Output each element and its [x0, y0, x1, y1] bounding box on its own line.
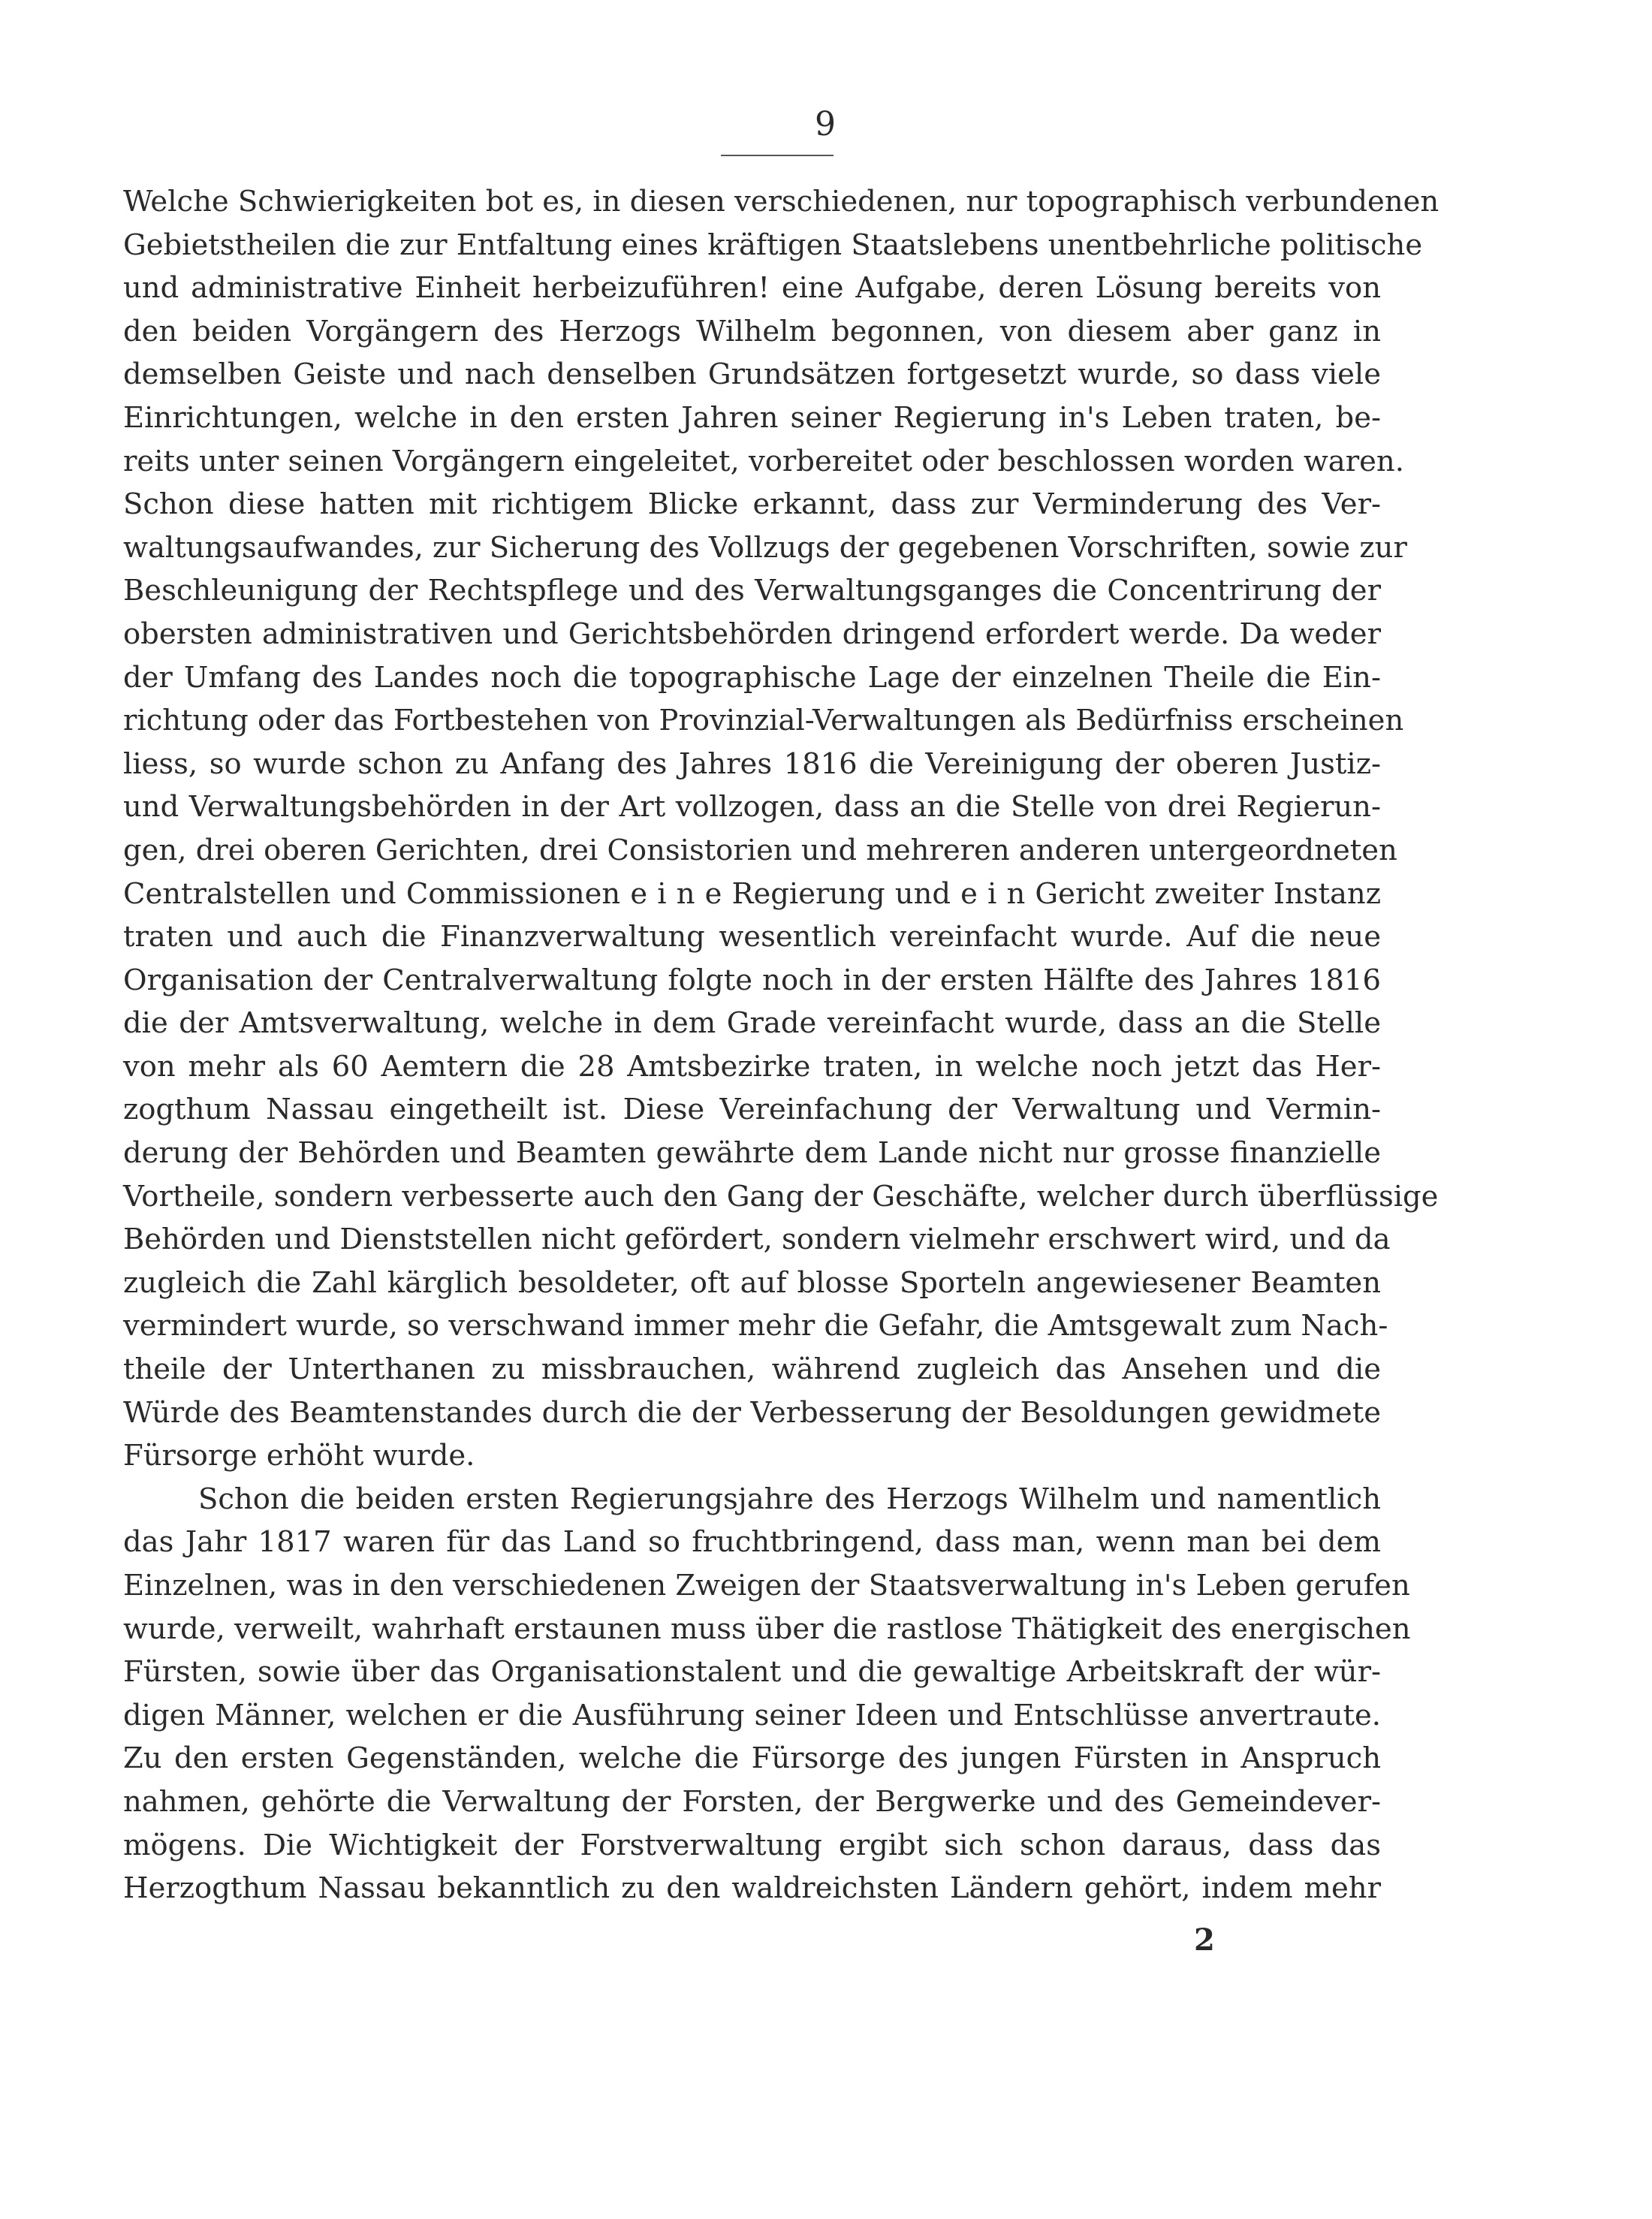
text-line: traten und auch die Finanzverwaltung wesentlich vereinfacht wurde. Auf die neue	[123, 920, 1381, 954]
text-line: liess, so wurde schon zu Anfang des Jahres 1816 die Vereinigung der oberen Justiz-	[123, 746, 1381, 781]
text-line: reits unter seinen Vorgängern eingeleitet, vorbereitet oder beschlossen worden waren.	[123, 444, 1404, 478]
text-line: Vortheile, sondern verbesserte auch den Gang der Geschäfte, welcher durch überflüssige	[123, 1179, 1439, 1214]
paragraph	[123, 1478, 1411, 1910]
text-line: Fürsten, sowie über das Organisationstalent und die gewaltige Arbeitskraft der wür-	[123, 1655, 1381, 1690]
text-line: das Jahr 1817 waren für das Land so fruchtbringend, dass man, wenn man bei dem	[123, 1525, 1381, 1560]
text-line: zugleich die Zahl kärglich besoldeter, oft auf blosse Sporteln angewiesener Beamten	[123, 1265, 1381, 1300]
text-line: wurde, verweilt, wahrhaft erstaunen muss über die rastlose Thätigkeit des energischen	[123, 1611, 1411, 1646]
text-line: Einrichtungen, welche in den ersten Jahren seiner Regierung in's Leben traten, be-	[123, 400, 1381, 435]
text-line: nahmen, gehörte die Verwaltung der Forsten, der Bergwerke und des Gemeindever-	[123, 1784, 1381, 1819]
text-line: und administrative Einheit herbeizuführen! eine Aufgabe, deren Lösung bereits von	[123, 271, 1381, 306]
text-line: Einzelnen, was in den verschiedenen Zweigen der Staatsverwaltung in's Leben gerufen	[123, 1569, 1410, 1602]
paragraph	[123, 180, 1439, 1478]
text-line: von mehr als 60 Aemtern die 28 Amtsbezirke traten, in welche noch jetzt das Her-	[123, 1049, 1381, 1084]
text-line: Fürsorge erhöht wurde.	[123, 1439, 475, 1473]
text-line: obersten administrativen und Gerichtsbehörden dringend erfordert werde. Da weder	[123, 617, 1381, 651]
page-number: 9	[815, 105, 837, 143]
text-line: zogthum Nassau eingetheilt ist. Diese Vereinfachung der Verwaltung und Vermin-	[123, 1093, 1381, 1127]
text-line: Würde des Beamtenstandes durch die der Verbesserung der Besoldungen gewidmete	[123, 1395, 1381, 1430]
text-line: theile der Unterthanen zu missbrauchen, während zugleich das Ansehen und die	[123, 1352, 1381, 1387]
text-line: Schon die beiden ersten Regierungsjahre des Herzogs Wilhelm und namentlich	[198, 1482, 1381, 1516]
text-line: vermindert wurde, so verschwand immer mehr die Gefahr, die Amtsgewalt zum Nach-	[123, 1309, 1388, 1343]
text-line: waltungsaufwandes, zur Sicherung des Vollzugs der gegebenen Vorschriften, sowie zur	[123, 530, 1407, 565]
text-line: die der Amtsverwaltung, welche in dem Grade vereinfacht wurde, dass an die Stelle	[123, 1006, 1381, 1041]
text-line: richtung oder das Fortbestehen von Provinzial-Verwaltungen als Bedürfniss erscheinen	[123, 704, 1404, 738]
text-line: derung der Behörden und Beamten gewährte dem Lande nicht nur grosse finanzielle	[123, 1136, 1381, 1171]
signature-mark: 2	[1194, 1922, 1215, 1958]
text-line: demselben Geiste und nach denselben Grundsätzen fortgesetzt wurde, so dass viele	[123, 357, 1381, 392]
text-line: Zu den ersten Gegenständen, welche die Fürsorge des jungen Fürsten in Anspruch	[123, 1741, 1381, 1776]
text-line: Organisation der Centralverwaltung folgte noch in der ersten Hälfte des Jahres 1816	[123, 963, 1381, 997]
text-line: gen, drei oberen Gerichten, drei Consistorien und mehreren anderen untergeordneten	[123, 833, 1397, 867]
text-line: Centralstellen und Commissionen e i n e Regierung und e i n Gericht zweiter Instanz	[123, 876, 1381, 911]
body-text	[123, 180, 1439, 1910]
text-line: und Verwaltungsbehörden in der Art vollzogen, dass an die Stelle von drei Regierun-	[123, 790, 1381, 825]
text-line: digen Männer, welchen er die Ausführung seiner Ideen und Entschlüsse anvertraute.	[123, 1698, 1381, 1732]
text-line: Behörden und Dienststellen nicht gefördert, sondern vielmehr erschwert wird, und da	[123, 1223, 1391, 1257]
text-line: Gebietstheilen die zur Entfaltung eines kräftigen Staatslebens unentbehrliche politische	[123, 228, 1423, 262]
text-line: Beschleunigung der Rechtspflege und des Verwaltungsganges die Concentrirung der	[123, 574, 1381, 608]
page-number-rule	[721, 155, 834, 156]
text-line: mögens. Die Wichtigkeit der Forstverwaltung ergibt sich schon daraus, dass das	[123, 1828, 1381, 1862]
text-line: Schon diese hatten mit richtigem Blicke erkannt, dass zur Verminderung des Ver-	[123, 487, 1381, 522]
text-line: der Umfang des Landes noch die topographische Lage der einzelnen Theile die Ein-	[123, 660, 1381, 695]
text-line: den beiden Vorgängern des Herzogs Wilhelm begonnen, von diesem aber ganz in	[123, 314, 1381, 348]
text-line: Welche Schwierigkeiten bot es, in diesen verschiedenen, nur topographisch verbundenen	[123, 185, 1439, 219]
text-line: Herzogthum Nassau bekanntlich zu den waldreichsten Ländern gehört, indem mehr	[123, 1871, 1381, 1906]
